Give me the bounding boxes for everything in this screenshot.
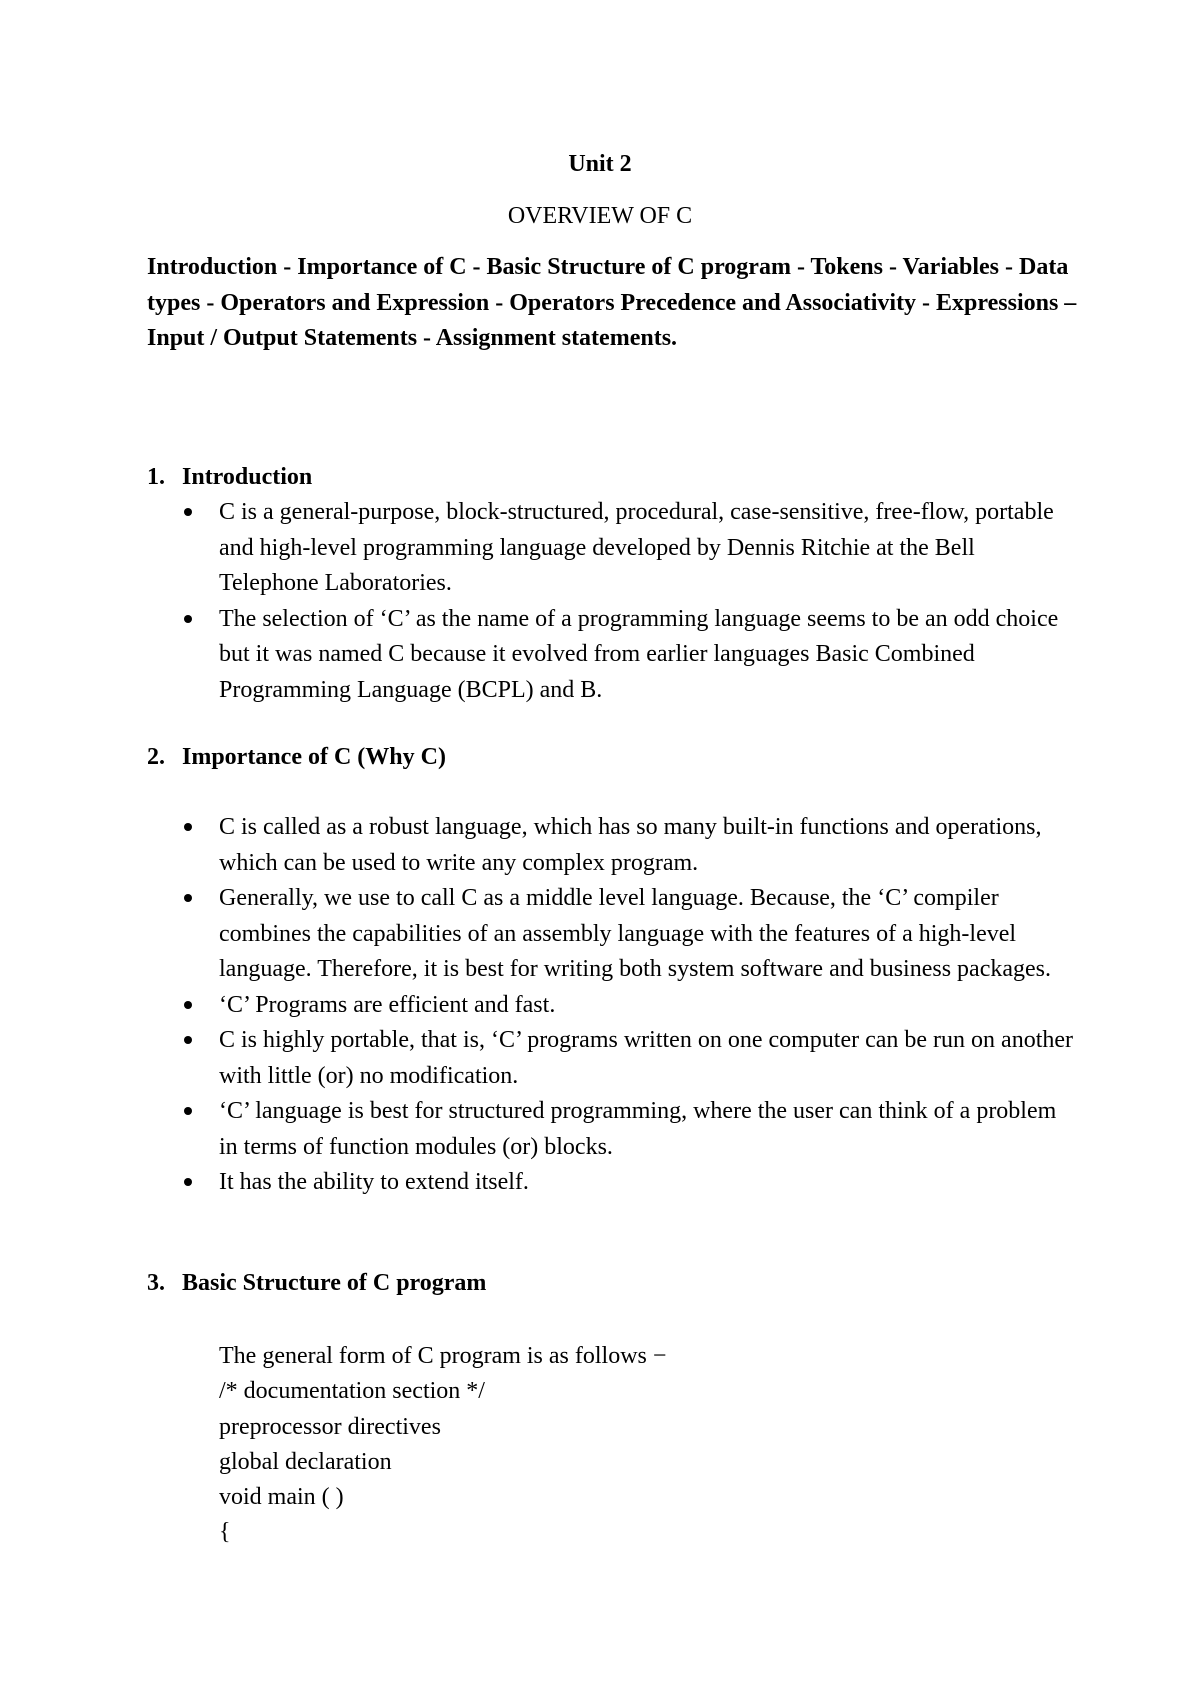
list-item <box>219 988 1079 1024</box>
bullet-icon <box>184 1178 192 1186</box>
list-item <box>219 881 1079 988</box>
bullet-icon <box>184 894 192 902</box>
section-title: Basic Structure of C program <box>182 1270 487 1296</box>
section-heading-importance <box>147 740 446 775</box>
list-item <box>219 1023 1079 1094</box>
list-item <box>219 810 1079 881</box>
list-item <box>219 495 1079 602</box>
syllabus-topics: Introduction - Importance of C - Basic Structure of C program - Tokens - Variables - Data types - Operators and Expression - Operators Precedence and Associativity - Expressions – Input / Output Statements - Assignment statements. <box>147 254 1077 351</box>
list-item-text: The selection of ‘C’ as the name of a programming language seems to be an odd choice but it was named C because it evolved from earlier languages Basic Combined Programming Language (BCPL) and B. <box>219 605 1059 703</box>
section-number: 1. <box>147 464 165 490</box>
bullet-icon <box>184 823 192 831</box>
list-item-text: C is highly portable, that is, ‘C’ programs written on one computer can be run on another with little (or) no modification. <box>219 1027 1074 1089</box>
bullet-icon <box>184 1036 192 1044</box>
bullet-icon <box>184 1107 192 1115</box>
introduction-bullet-list <box>0 495 1200 708</box>
list-item-text: ‘C’ language is best for structured programming, where the user can think of a problem in terms of function modules (or) blocks. <box>219 1098 1057 1160</box>
list-item <box>219 1094 1079 1165</box>
list-item-text: It has the ability to extend itself. <box>219 1169 529 1195</box>
list-item <box>219 1165 1079 1201</box>
structure-line: /* documentation section */ <box>219 1378 485 1405</box>
importance-bullet-list <box>0 810 1200 1201</box>
structure-line: void main ( ) <box>219 1484 344 1511</box>
structure-line: global declaration <box>219 1448 392 1475</box>
section-number: 3. <box>147 1270 165 1296</box>
section-heading-basic-structure <box>147 1266 486 1301</box>
unit-title: Unit 2 <box>568 151 632 177</box>
chapter-title: OVERVIEW OF C <box>507 203 693 229</box>
structure-line: preprocessor directives <box>219 1413 441 1440</box>
section-heading-introduction <box>147 460 312 495</box>
list-item-text: C is a general-purpose, block-structured, procedural, case-sensitive, free-flow, portable and high-level programming language developed by Dennis Ritchie at the Bell Telephone Laboratories. <box>219 499 1054 596</box>
list-item-text: ‘C’ Programs are efficient and fast. <box>219 991 556 1018</box>
section-number: 2. <box>147 744 165 770</box>
bullet-icon <box>184 615 192 623</box>
list-item <box>219 602 1079 709</box>
list-item-text: Generally, we use to call C as a middle level language. Because, the ‘C’ compiler combines the capabilities of an assembly language with the features of a high-level language. Therefore, it is best for writing both system software and business packages. <box>219 885 1052 982</box>
structure-line: { <box>219 1519 231 1546</box>
structure-line: The general form of C program is as follows − <box>219 1343 667 1369</box>
program-structure-block <box>219 1339 1079 1551</box>
section-title: Importance of C (Why C) <box>182 744 446 770</box>
bullet-icon <box>184 508 192 516</box>
bullet-icon <box>184 1001 192 1009</box>
section-title: Introduction <box>182 464 313 490</box>
list-item-text: C is called as a robust language, which has so many built-in functions and operations, which can be used to write any complex program. <box>219 814 1042 876</box>
